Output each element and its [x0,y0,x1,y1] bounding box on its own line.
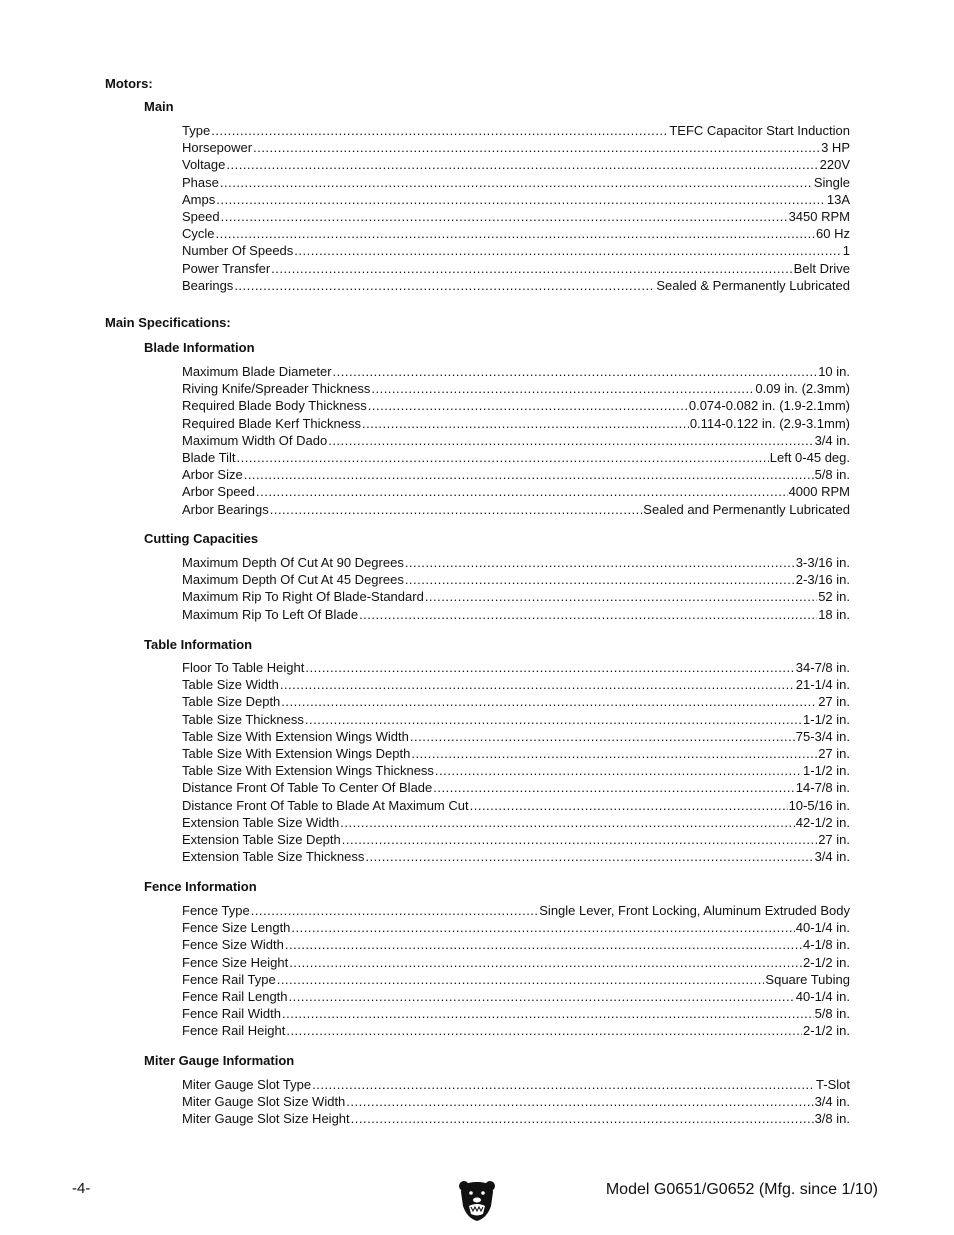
spec-value: 4000 RPM [788,484,850,500]
spec-row [182,606,850,623]
spec-value: Sealed and Permenantly Lubricated [643,501,850,517]
spec-row [182,1093,850,1110]
spec-row [182,745,850,762]
spec-label: Cycle [182,226,215,242]
dot-leader [220,174,813,191]
spec-label: Number Of Speeds [182,243,294,259]
spec-value: 34-7/8 in. [795,660,850,675]
spec-label: Power Transfer [182,260,271,276]
spec-row [182,380,850,397]
dot-leader [277,971,765,988]
spec-label: Arbor Size [182,467,243,483]
spec-label: Riving Knife/Spreader Thickness [182,381,371,397]
dot-leader [226,156,818,173]
spec-value: 3/8 in. [814,1111,850,1127]
spec-row [182,466,850,483]
spec-label: Distance Front Of Table to Blade At Maximum Cut [182,797,469,813]
dot-leader [305,659,794,676]
dot-leader [365,848,813,865]
spec-value: 3/4 in. [814,849,850,865]
dot-leader [282,1005,814,1022]
spec-label: Fence Rail Length [182,988,288,1004]
dot-leader [346,1093,813,1110]
fence-information-list [182,902,850,1040]
spec-value: 42-1/2 in. [795,814,850,830]
dot-leader [425,588,817,605]
spec-label: Required Blade Kerf Thickness [182,415,361,431]
dot-leader [216,225,816,242]
spec-value: 5/8 in. [814,467,850,483]
main-specifications-heading: Main Specifications: [105,315,231,330]
dot-leader [342,831,817,848]
spec-value: 21-1/4 in. [795,677,850,693]
spec-label: Table Size With Extension Wings Width [182,728,409,744]
motors-heading: Motors: [105,76,153,91]
dot-leader [405,571,795,588]
dot-leader [286,1022,802,1039]
dot-leader [234,277,655,294]
spec-row [182,762,850,779]
spec-row [182,139,850,156]
spec-row [182,971,850,988]
spec-label: Amps [182,191,216,207]
miter-gauge-information-list [182,1076,850,1128]
spec-label: Extension Table Size Depth [182,831,341,847]
spec-label: Required Blade Body Thickness [182,398,367,414]
spec-label: Miter Gauge Slot Type [182,1077,312,1092]
dot-leader [253,139,820,156]
dot-leader [328,432,813,449]
dot-leader [333,363,818,380]
blade-information-heading: Blade Information [144,340,255,355]
spec-value: TEFC Capacitor Start Induction [669,123,850,138]
spec-label: Table Size Depth [182,694,281,710]
dot-leader [289,988,795,1005]
spec-row [182,1076,850,1093]
spec-label: Table Size With Extension Wings Thickness [182,763,434,779]
spec-row [182,814,850,831]
spec-label: Maximum Blade Diameter [182,364,332,379]
dot-leader [251,902,539,919]
spec-row [182,954,850,971]
table-information-list [182,659,850,865]
spec-row [182,122,850,139]
spec-value: Left 0-45 deg. [769,449,850,465]
dot-leader [291,919,794,936]
spec-label: Floor To Table Height [182,660,305,675]
dot-leader [236,449,768,466]
spec-row [182,415,850,432]
spec-label: Maximum Depth Of Cut At 45 Degrees [182,572,404,588]
spec-row [182,1022,850,1039]
dot-leader [368,397,688,414]
spec-row [182,588,850,605]
spec-row [182,242,850,259]
spec-row [182,501,850,518]
dot-leader [216,191,826,208]
spec-value: 4-1/8 in. [803,937,850,953]
dot-leader [285,936,802,953]
cutting-capacities-list [182,554,850,623]
spec-value: 2-3/16 in. [795,572,850,588]
spec-label: Blade Tilt [182,449,236,465]
spec-value: 0.114-0.122 in. (2.9-3.1mm) [689,415,850,431]
spec-row [182,208,850,225]
spec-value: 10 in. [818,364,850,379]
dot-leader [435,762,802,779]
spec-label: Fence Rail Width [182,1006,281,1022]
spec-label: Horsepower [182,140,253,156]
spec-label: Phase [182,174,219,190]
spec-value: 27 in. [818,831,850,847]
spec-value: Belt Drive [793,260,850,276]
grizzly-bear-logo-icon [457,1178,497,1222]
spec-value: 60 Hz [816,226,850,242]
spec-label: Table Size Thickness [182,711,304,727]
spec-row [182,225,850,242]
fence-information-heading: Fence Information [144,879,257,894]
dot-leader [221,208,788,225]
spec-label: Fence Type [182,903,250,918]
spec-row [182,397,850,414]
spec-value: 13A [826,191,850,207]
spec-value: Single Lever, Front Locking, Aluminum Extruded Body [539,903,850,918]
spec-row [182,831,850,848]
spec-value: 3-3/16 in. [795,555,850,570]
spec-value: 27 in. [818,694,850,710]
miter-gauge-information-heading: Miter Gauge Information [144,1053,295,1068]
spec-value: 0.074-0.082 in. (1.9-2.1mm) [688,398,850,414]
spec-value: 18 in. [818,606,850,622]
spec-row [182,1005,850,1022]
spec-row [182,676,850,693]
spec-value: Single [813,174,850,190]
spec-value: 1-1/2 in. [803,763,850,779]
dot-leader [281,693,817,710]
spec-row [182,363,850,380]
spec-value: 0.09 in. (2.3mm) [755,381,850,397]
spec-row [182,919,850,936]
spec-value: 2-1/2 in. [803,954,850,970]
spec-row [182,728,850,745]
spec-label: Arbor Bearings [182,501,269,517]
model-info: Model G0651/G0652 (Mfg. since 1/10) [605,1181,878,1198]
spec-row [182,797,850,814]
dot-leader [470,797,788,814]
spec-row [182,432,850,449]
spec-label: Extension Table Size Width [182,814,340,830]
dot-leader [340,814,795,831]
dot-leader [410,728,795,745]
spec-row [182,571,850,588]
spec-value: Sealed & Permanently Lubricated [656,277,850,293]
spec-value: 14-7/8 in. [795,780,850,796]
spec-value: 220V [819,157,850,173]
spec-value: 3/4 in. [814,1094,850,1110]
spec-row [182,449,850,466]
spec-label: Fence Rail Height [182,1023,286,1039]
spec-row [182,779,850,796]
spec-value: 40-1/4 in. [795,988,850,1004]
spec-label: Fence Size Height [182,954,289,970]
dot-leader [362,415,689,432]
dot-leader [280,676,795,693]
spec-label: Table Size With Extension Wings Depth [182,745,411,761]
spec-label: Arbor Speed [182,484,255,500]
spec-value: 10-5/16 in. [788,797,850,813]
spec-row [182,711,850,728]
spec-label: Maximum Rip To Left Of Blade [182,606,359,622]
spec-row [182,554,850,571]
motors-main-heading: Main [144,99,174,114]
spec-label: Miter Gauge Slot Size Height [182,1111,350,1127]
dot-leader [305,711,802,728]
page-number: -4- [72,1180,91,1197]
spec-row [182,936,850,953]
spec-row [182,659,850,676]
dot-leader [211,122,668,139]
blade-information-list [182,363,850,518]
spec-row [182,483,850,500]
spec-value: 52 in. [818,589,850,605]
spec-row [182,848,850,865]
spec-value: 75-3/4 in. [795,728,850,744]
spec-label: Extension Table Size Thickness [182,849,365,865]
spec-value: 1 [842,243,850,259]
dot-leader [405,554,795,571]
dot-leader [351,1110,814,1127]
dot-leader [312,1076,815,1093]
dot-leader [271,260,792,277]
spec-label: Maximum Rip To Right Of Blade-Standard [182,589,424,605]
spec-value: 27 in. [818,745,850,761]
spec-value: 3/4 in. [814,432,850,448]
spec-row [182,260,850,277]
spec-value: 2-1/2 in. [803,1023,850,1039]
spec-row [182,693,850,710]
dot-leader [371,380,754,397]
spec-value: 3450 RPM [788,208,850,224]
spec-label: Maximum Width Of Dado [182,432,328,448]
dot-leader [433,779,795,796]
spec-label: Miter Gauge Slot Size Width [182,1094,346,1110]
spec-value: 3 HP [821,140,850,156]
table-information-heading: Table Information [144,637,253,652]
spec-row [182,156,850,173]
spec-label: Fence Size Width [182,937,284,953]
dot-leader [294,242,841,259]
dot-leader [244,466,814,483]
spec-label: Bearings [182,277,234,293]
dot-leader [256,483,788,500]
dot-leader [289,954,802,971]
dot-leader [411,745,817,762]
spec-label: Table Size Width [182,677,279,693]
spec-label: Voltage [182,157,226,173]
motors-main-list [182,122,850,294]
spec-row [182,191,850,208]
cutting-capacities-heading: Cutting Capacities [144,531,259,546]
spec-value: 40-1/4 in. [795,920,850,936]
spec-label: Maximum Depth Of Cut At 90 Degrees [182,555,404,570]
spec-label: Distance Front Of Table To Center Of Blade [182,780,433,796]
spec-row [182,277,850,294]
spec-row [182,174,850,191]
spec-label: Type [182,123,211,138]
spec-row [182,1110,850,1127]
spec-value: 1-1/2 in. [803,711,850,727]
spec-value: 5/8 in. [814,1006,850,1022]
spec-row [182,902,850,919]
spec-label: Speed [182,208,220,224]
spec-value: Square Tubing [765,971,850,987]
spec-row [182,988,850,1005]
spec-value: T-Slot [816,1077,850,1092]
spec-label: Fence Size Length [182,920,291,936]
dot-leader [270,501,643,518]
dot-leader [359,606,817,623]
spec-label: Fence Rail Type [182,971,276,987]
